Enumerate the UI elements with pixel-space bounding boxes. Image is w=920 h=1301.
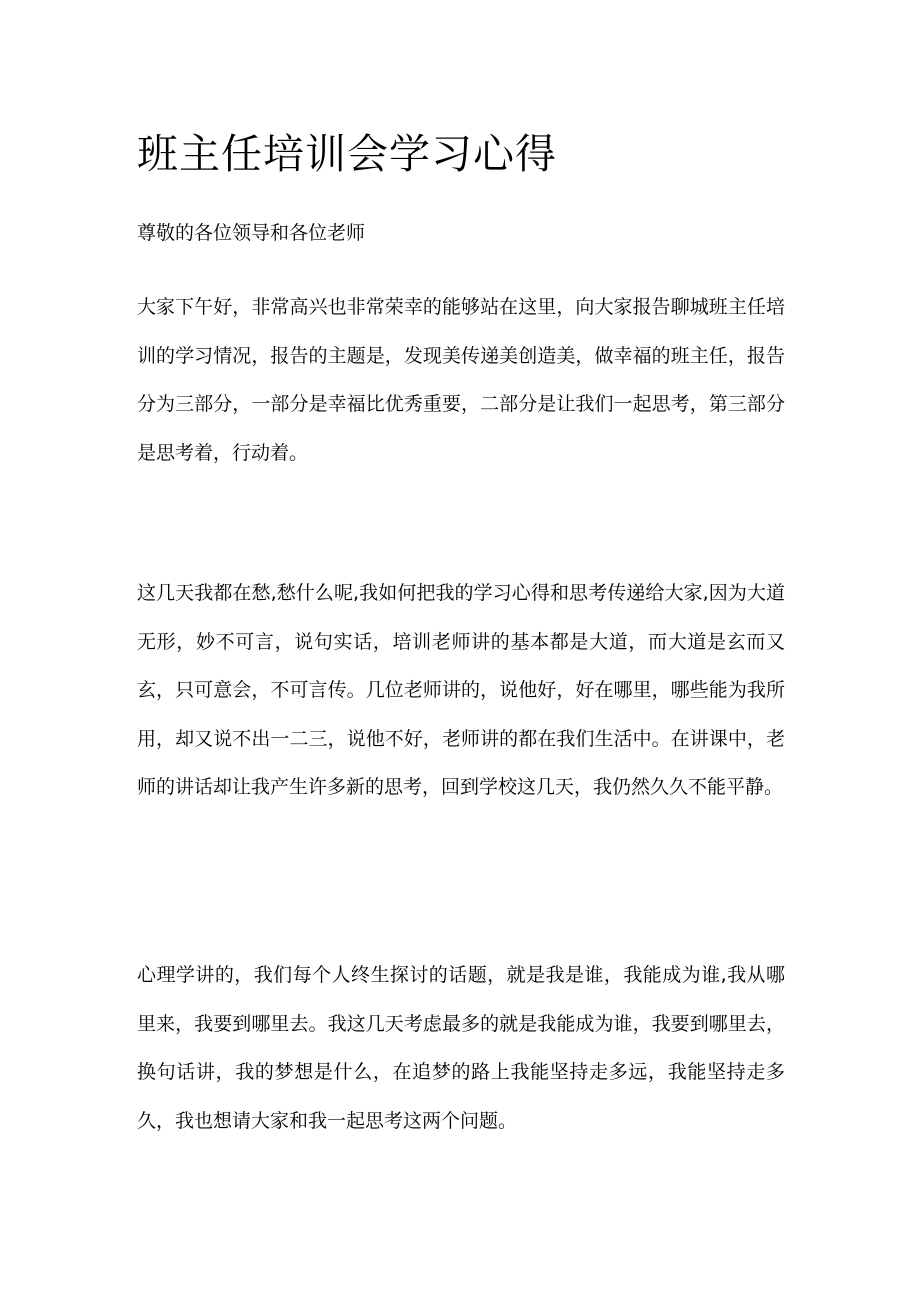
document-title: 班主任培训会学习心得	[137, 130, 557, 178]
paragraph-intro: 大家下午好，非常高兴也非常荣幸的能够站在这里，向大家报告聊城班主任培训的学习情况，报告的主题是，发现美传递美创造美，做幸福的班主任，报告分为三部分，一部分是幸福比优秀重要，二部分是让我们一起思考，第三部分是思考着，行动着。	[137, 296, 785, 464]
paragraph-psychology: 心理学讲的，我们每个人终生探讨的话题，就是我是谁，我能成为谁,我从哪里来，我要到哪里去。我这几天考虑最多的就是我能成为谁，我要到哪里去，换句话讲，我的梦想是什么，在追梦的路上我能坚持走多远，我能坚持走多久，我也想请大家和我一起思考这两个问题。	[137, 964, 785, 1132]
paragraph-reflection: 这几天我都在愁,愁什么呢,我如何把我的学习心得和思考传递给大家,因为大道无形，妙不可言，说句实话，培训老师讲的基本都是大道，而大道是玄而又玄，只可意会，不可言传。几位老师讲的，说他好，好在哪里，哪些能为我所用，却又说不出一二三，说他不好，老师讲的都在我们生活中。在讲课中，老师的讲话却让我产生许多新的思考，回到学校这几天，我仍然久久不能平静。	[137, 582, 785, 798]
salutation: 尊敬的各位领导和各位老师	[137, 222, 366, 244]
